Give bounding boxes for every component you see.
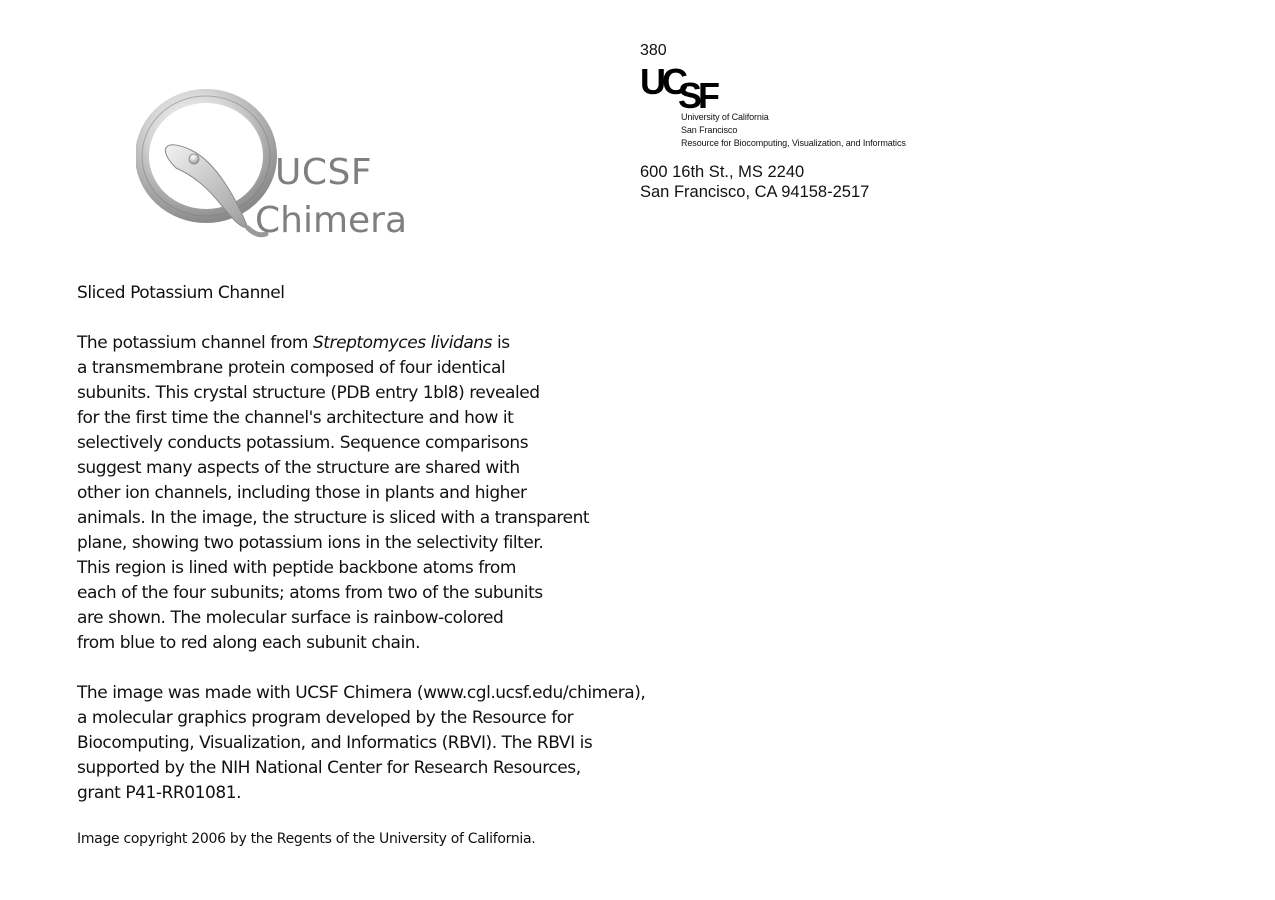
document-title: Sliced Potassium Channel [77,283,285,303]
paragraph-line: Biocomputing, Visualization, and Informatics (RBVI). The RBVI is [77,733,593,753]
paragraph-line: other ion channels, including those in plants and higher [77,483,527,503]
paragraph-line: subunits. This crystal structure (PDB entry 1bl8) revealed [77,383,540,403]
page-number: 380 [640,42,667,59]
ucsf-logo-line: San Francisco [681,125,738,135]
paragraph-line: suggest many aspects of the structure are shared with [77,458,520,478]
address-line: San Francisco, CA 94158-2517 [640,183,870,201]
paragraph-line: animals. In the image, the structure is sliced with a transparent [77,508,590,528]
line-text: The potassium channel from [77,333,313,353]
paragraph-line: each of the four subunits; atoms from two of the subunits [77,583,543,603]
address-line: 600 16th St., MS 2240 [640,163,805,181]
line-text: is [492,333,510,353]
ucsf-logo-line: Resource for Biocomputing, Visualization, and Informatics [681,138,906,148]
paragraph-line: selectively conducts potassium. Sequence comparisons [77,433,529,453]
chimera-logo-ucsf-text: UCSF [275,152,373,193]
credits-paragraph [77,681,717,806]
paragraph-line: plane, showing two potassium ions in the selectivity filter. [77,533,544,553]
paragraph-line: supported by the NIH National Center for Research Resources, [77,758,581,778]
svg-text:UC: UC [640,64,684,102]
description-paragraph [77,331,717,656]
paragraph-line: from blue to red along each subunit chain. [77,633,421,653]
paragraph-line: are shown. The molecular surface is rainbow-colored [77,608,504,628]
mailing-address [640,162,869,202]
main-content [77,281,717,806]
paragraph-line: The image was made with UCSF Chimera (www.cgl.ucsf.edu/chimera), [77,683,646,703]
copyright-notice: Image copyright 2006 by the Regents of the University of California. [77,831,536,847]
paragraph-line: a transmembrane protein composed of four identical [77,358,506,378]
ucsf-logo-text [681,111,906,150]
ucsf-logo-line: University of California [681,112,769,122]
ucsf-logo [640,64,726,110]
chimera-logo-name-text: Chimera [255,200,408,241]
paragraph-line: a molecular graphics program developed by the Resource for [77,708,574,728]
paragraph-line [77,331,717,356]
paragraph-line: This region is lined with peptide backbone atoms from [77,558,516,578]
paragraph-line: for the first time the channel's architecture and how it [77,408,514,428]
paragraph-line: grant P41-RR01081. [77,783,242,803]
svg-text:SF: SF [678,75,717,110]
species-name: Streptomyces lividans [312,333,493,353]
